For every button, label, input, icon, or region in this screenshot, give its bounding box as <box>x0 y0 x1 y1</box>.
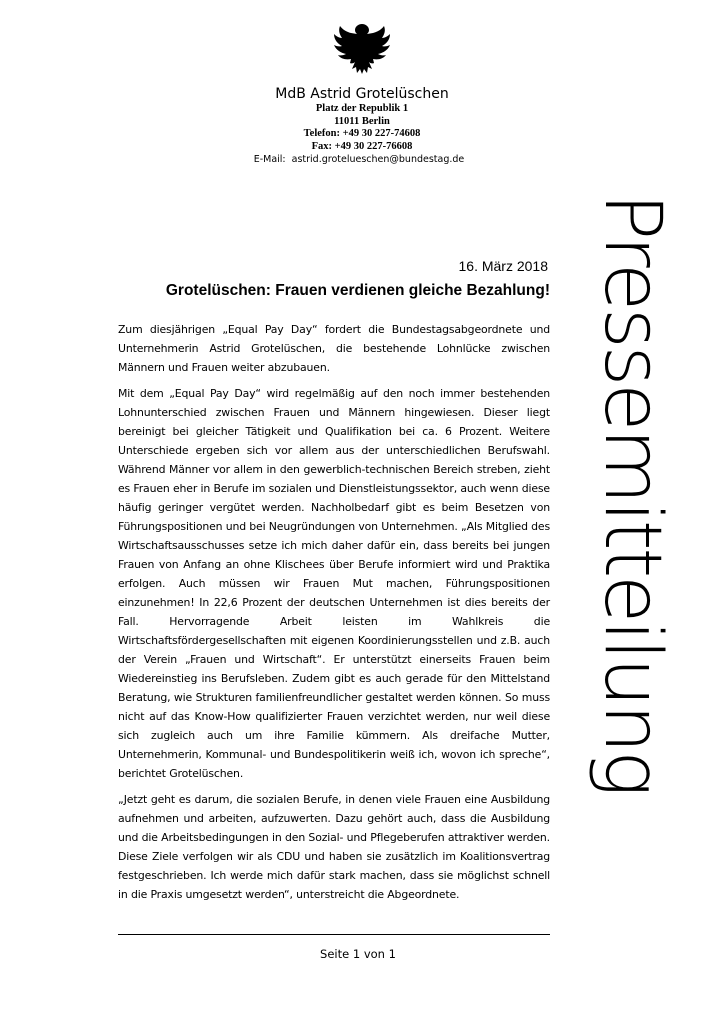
page-number: Seite 1 von 1 <box>320 947 396 961</box>
body-paragraph-3: „Jetzt geht es darum, die sozialen Berufe, in denen viele Frauen eine Ausbildung aufnehmen und arbeiten, aufzuwerten. Dazu gehört auch, dass die Ausbildung und die Arbeitsbedingungen in den Sozial- und Pflegeberufen attraktiver werden. Diese Ziele verfolgen wir als CDU und haben sie zusätzlich im Koalitionsvertrag festgeschrieben. Ich werde mich dafür stark machen, dass sie möglichst schnell in die Praxis umgesetzt werden“, unterstreicht die Abgeordnete. <box>118 793 550 901</box>
sender-email-row <box>150 153 574 167</box>
footer-divider <box>118 934 550 935</box>
letterhead <box>150 86 574 167</box>
email-label: E-Mail: <box>253 154 286 165</box>
sender-address: Platz der Republik 1 <box>315 103 409 114</box>
press-title: Grotelüschen: Frauen verdienen gleiche Bezahlung! <box>165 282 550 299</box>
sender-name: MdB Astrid Grotelüschen <box>275 86 449 102</box>
federal-eagle-logo <box>330 22 394 82</box>
email-address[interactable]: astrid.grotelueschen@bundestag.de <box>291 154 465 165</box>
body-paragraph-2: Mit dem „Equal Pay Day“ wird regelmäßig auf den noch immer bestehenden Lohnunterschied zwischen Frauen und Männern hingewiesen. Dieser liegt bereinigt bei gleicher Tätigkeit und Qualifikation bei ca. 6 Prozent. Weitere Unterschiede ergeben sich vor allem aus der unterschiedlichen Berufswahl. Während Männer vor allem in den gewerblich-technischen Bereich streben, zieht es Frauen eher in Berufe im sozialen und Dienstleistungssektor, auch wenn diese häufig geringer vergütet werden. Nachholbedarf gibt es beim Besetzen von Führungspositionen und bei Neugründungen von Unternehmen. „Als Mitglied des Wirtschaftsausschusses setze ich mich daher dafür ein, dass bereits bei jungen Frauen von Anfang an ohne Klischees über Berufe informiert wird und Praktika erfolgen. Auch müssen wir Frauen Mut machen, Führungspositionen einzunehmen! In 22,6 Prozent der deutschen Unternehmen ist dies bereits der Fall. Hervorragende Arbeit leisten im Wahlkreis die Wirtschaftsfördergesellschaften mit eigenen Koordinierungsstellen und z.B. auch der Verein „Frauen und Wirtschaft“. Er unterstützt einerseits Frauen beim Wiedereinstieg ins Berufsleben. Zudem gibt es auch gerade für den Mittelstand Beratung, wie Strukturen familienfreundlicher gestaltet werden können. So muss nicht auf das Know-How qualifizierter Frauen verzichtet werden, nur weil diese sich zugleich auch um ihre Familie kümmern. Als dreifache Mutter, Unternehmerin, Kommunal- und Bundespolitikerin weiß ich, wovon ich spreche“, berichtet Grotelüschen. <box>118 387 550 780</box>
side-label: Pressemitteilung <box>587 193 677 795</box>
press-body <box>118 320 550 911</box>
sender-city: 11011 Berlin <box>334 115 390 127</box>
sender-phone: Telefon: +49 30 227-74608 <box>303 128 421 139</box>
side-label-container <box>586 104 678 884</box>
press-date: 16. März 2018 <box>458 258 548 274</box>
body-paragraph-1: Zum diesjährigen „Equal Pay Day“ fordert die Bundestagsabgeordnete und Unternehmerin Astrid Grotelüschen, die bestehende Lohnlücke zwischen Männern und Frauen weiter abzubauen. <box>118 323 550 374</box>
sender-fax: Fax: +49 30 227-76608 <box>311 140 413 152</box>
